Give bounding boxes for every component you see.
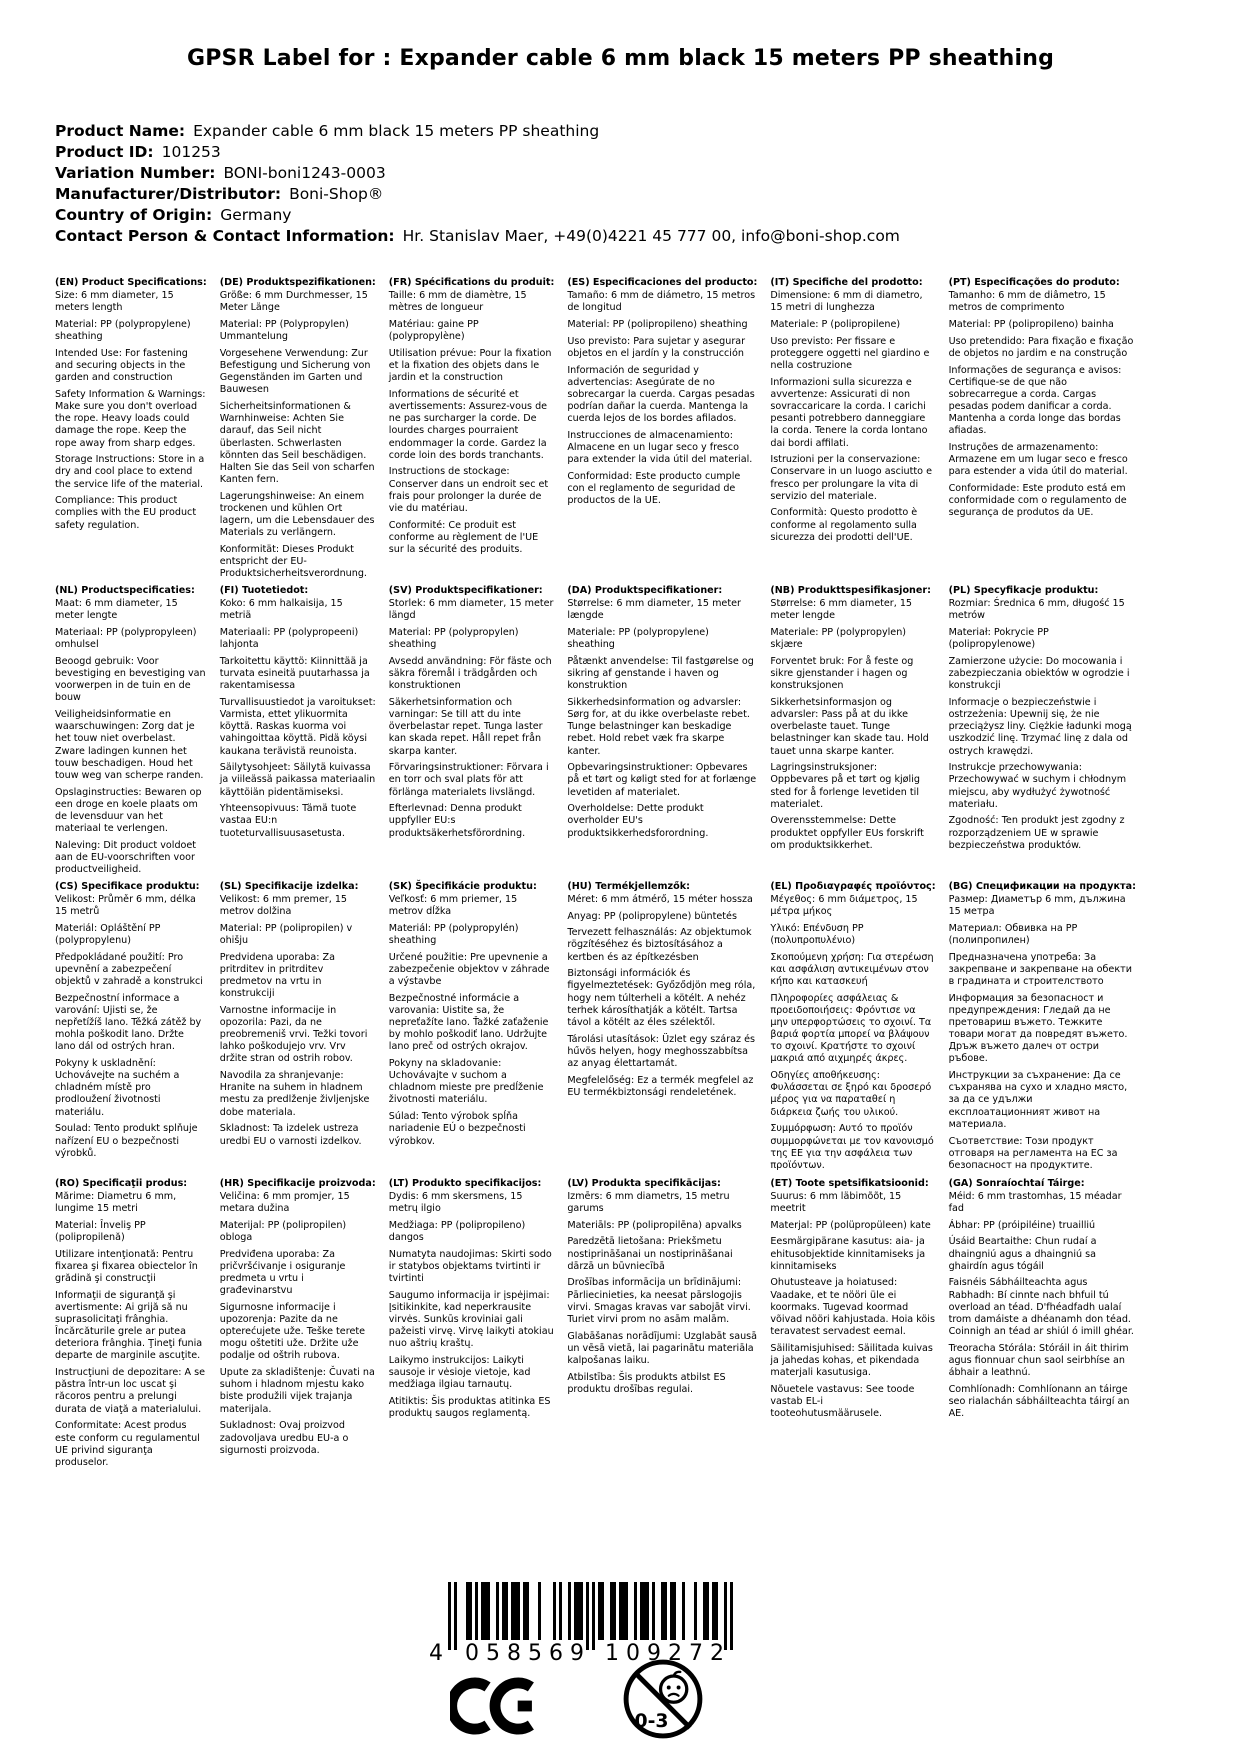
spec-paragraph: Πληροφορίες ασφάλειας & προειδοποιήσεις: Φρόντισε να μην υπερφορτώσεις το σχοινί. Τα βαριά φορτία μπορεί να βλάψουν το σχοινί. Κρατήστε το σχοινί μακριά από αιχμηρές άκρες. [770, 992, 932, 1065]
spec-paragraph: Υλικό: Επένδυση PP (πολυπροπυλένιο) [770, 922, 864, 946]
spec-paragraph: Lagerungshinweise: An einem trockenen und kühlen Ort lagern, um die Lebensdauer des Materials zu verlängern. [219, 490, 375, 539]
spec-paragraph: Compliance: This product complies with the EU product safety regulation. [55, 495, 197, 531]
spec-paragraph: Tervezett felhasználás: Az objektumok rögzítéséhez és biztosításához a kertben és az építkezésben [567, 927, 752, 963]
spec-paragraph: Určené použitie: Pre upevnenie a zabezpečenie objektov v záhrade a výstavbe [388, 951, 550, 987]
spec-paragraph: Laikymo instrukcijos: Laikyti sausoje ir vėsioje vietoje, kad medžiaga ilgiau tarnautų. [388, 1354, 531, 1391]
spec-paragraph: Ohutusteave ja hoiatused: Vaadake, et te nööri üle ei koormaks. Tugevad koormad võivad nööri kahjustada. Hoia köis teravatest servadest eemal. [770, 1277, 935, 1338]
spec-paragraph: Efterlevnad: Denna produkt uppfyller EU:s produktsäkerhetsförordning. [388, 803, 526, 839]
spec-paragraph: Glabāšanas norādījumi: Uzglabāt sausā un vēsā vietā, lai pagarinātu materiāla kalpošanas laiku. [567, 1330, 758, 1366]
product-info-label: Country of Origin: [55, 206, 213, 224]
product-info [55, 123, 900, 249]
spec-paragraph: Tamaño: 6 mm de diámetro, 15 metros de longitud [567, 290, 756, 314]
spec-paragraph: Bezpečnostné informácie a varovania: Uistite sa, že nepreťažíte lano. Ťažké zaťaženie by mohlo poškodiť lano. Udržujte lano preč od ostrých okrajov. [388, 992, 549, 1053]
ean13-barcode [428, 1582, 743, 1670]
spec-paragraph: Conformité: Ce produit est conforme au règlement de l'UE sur la sécurité des produits. [388, 519, 539, 555]
language-block-hu [567, 881, 757, 1104]
spec-paragraph: Istruzioni per la conservazione: Conservare in un luogo asciutto e fresco per prolungare la vita di servizio del materiale. [770, 454, 932, 502]
spec-paragraph: Beoogd gebruik: Voor bevestiging en bevestiging van voorwerpen in de tuin en de bouw [55, 655, 206, 704]
spec-paragraph: Drošības informācija un brīdinājumi: Pārliecinieties, ka neesat pārslogojis virvi. Smagas kravas var sabojāt virvi. Turiet virvi prom no asām malām. [567, 1277, 751, 1325]
language-block-heading: (RO) Specificaţii produs: [55, 1177, 188, 1189]
spec-paragraph: Pokyny na skladovanie: Uchovávajte v suchom a chladnom mieste pre predĺženie životnosti materiálu. [388, 1057, 544, 1106]
spec-paragraph: Lagringsinstruksjoner: Oppbevares på et tørt og kjølig sted for å forlenge levetiden til materialet. [770, 762, 920, 810]
product-info-label: Product Name: [55, 122, 186, 140]
spec-paragraph: Informations de sécurité et avertissements: Assurez-vous de ne pas surcharger la corde. De lourdes charges pourraient endommager la corde. Gardez la corde loin des bords tranchants. [388, 388, 548, 461]
spec-paragraph: Materijal: PP (polipropilen) obloga [219, 1219, 347, 1243]
spec-paragraph: Påtænkt anvendelse: Til fastgørelse og sikring af genstande i haven og konstruktion [567, 655, 754, 692]
language-block-bg [949, 881, 1136, 1177]
language-block-sk [389, 881, 555, 1152]
spec-paragraph: Conformità: Questo prodotto è conforme al regolamento sulla sicurezza dei prodotti dell'UE. [770, 507, 918, 543]
spec-paragraph: Informacje o bezpieczeństwie i ostrzeżenia: Upewnij się, że nie przeciążysz liny. Ciężkie ładunki mogą uszkodzić linę. Trzymać linę z dala od ostrych krawędzi. [948, 696, 1132, 757]
spec-paragraph: Skladnost: Ta izdelek ustreza uredbi EU o varnosti izdelkov. [219, 1123, 362, 1147]
product-info-row [55, 228, 900, 245]
spec-paragraph: Atitiktis: Šis produktas atitinka ES produktų saugos reglamentą. [388, 1395, 551, 1420]
language-block-heading: (FI) Tuotetiedot: [219, 584, 309, 596]
spec-paragraph: Atbilstība: Šis produkts atbilst ES produktu drošības regulai. [567, 1371, 726, 1395]
spec-paragraph: Mărime: Diametru 6 mm, lungime 15 metri [55, 1190, 177, 1215]
spec-paragraph: Ábhar: PP (próipiléine) truailliú [948, 1219, 1096, 1231]
spec-paragraph: Tarkoitettu käyttö: Kiinnittää ja turvata esineitä puutarhassa ja rakentamisessa [219, 655, 370, 692]
spec-paragraph: Intended Use: For fastening and securing objects in the garden and construction [55, 347, 188, 384]
spec-paragraph: Инструкции за съхранение: Да се съхранява на сухо и хладно място, за да се удължи експлоатационният живот на материала. [948, 1070, 1128, 1130]
spec-paragraph: Soulad: Tento produkt splňuje nařízení EU o bezpečnosti výrobků. [55, 1123, 198, 1159]
language-block-heading: (CS) Specifikace produktu: [55, 880, 200, 892]
spec-paragraph: Navodila za shranjevanje: Hranite na suhem in hladnem mestu za predlženje življenjske dobe materiala. [219, 1070, 370, 1118]
spec-paragraph: Materiál: Opláštění PP (polypropylenu) [55, 922, 161, 946]
spec-paragraph: Dimensione: 6 mm di diametro, 15 metri di lunghezza [770, 290, 923, 314]
language-block-heading: (IT) Specifiche del prodotto: [770, 277, 923, 288]
language-block-lt [389, 1178, 555, 1425]
language-block-fi [220, 585, 376, 844]
spec-paragraph: Predviđena uporaba: Za pričvršćivanje i osiguranje predmeta u vrtu i građevinarstvu [219, 1248, 346, 1297]
spec-paragraph: Tárolási utasítások: Üzlet egy száraz és hűvös helyen, hogy meghosszabbítsa az anyag élettartamát. [567, 1033, 755, 1069]
spec-paragraph: Storlek: 6 mm diameter, 15 meter längd [388, 598, 554, 622]
language-block-ro [55, 1178, 207, 1474]
spec-paragraph: Bezpečnostní informace a varování: Ujisti se, že nepřetížíš lano. Těžká zátěž by mohla poškodit lano. Držte lano dál od ostrých hran. [55, 992, 202, 1053]
spec-paragraph: Overholdelse: Dette produkt overholder EU's produktsikkerhedsforordning. [567, 803, 709, 839]
spec-paragraph: Opbevaringsinstruktioner: Opbevares på et tørt og køligt sted for at forlænge levetiden af materialet. [567, 762, 757, 798]
spec-paragraph: Materiaali: PP (polypropeeni) lahjonta [219, 626, 359, 651]
spec-paragraph: Utilizare intenţionată: Pentru fixarea şi fixarea obiectelor în grădină şi construcţii [55, 1248, 198, 1284]
spec-paragraph: Materjal: PP (polüpropüleen) kate [770, 1219, 931, 1231]
spec-paragraph: Faisnéis Sábháilteachta agus Rabhadh: Bí cinnte nach bhfuil tú overload an téad. D'fhéadfadh ualaí trom damáiste a dhéanamh don téad. Coinnigh an téad ar shiúl ó imill ghéar. [948, 1277, 1134, 1338]
barcode-left-group: 058569 [465, 1641, 591, 1666]
spec-paragraph: Sikkerhetsinformasjon og advarsler: Pass på at du ikke overbelaste tauet. Tunge belastninger kan skade tau. Hold tauet unna skarpe kanter. [770, 696, 929, 757]
language-block-heading: (HU) Termékjellemzők: [567, 880, 690, 892]
spec-paragraph: Материал: Обвивка на PP (полипропилен) [948, 922, 1078, 946]
spec-paragraph: Съответствие: Този продукт отговаря на регламента на ЕС за безопасност на продуктите. [948, 1135, 1118, 1171]
spec-paragraph: Méret: 6 mm átmérő, 15 méter hossza [567, 893, 753, 905]
language-block-heading: (SK) Špecifikácie produktu: [388, 880, 537, 892]
spec-paragraph: Σκοπούμενη χρήση: Για στερέωση και ασφάλιση αντικειμένων στον κήπο και κατασκευή [770, 951, 934, 987]
spec-paragraph: Size: 6 mm diameter, 15 meters length [55, 290, 174, 314]
spec-paragraph: Sicherheitsinformationen & Warnhinweise: Achten Sie darauf, das Seil nicht überlasten. Schwerlasten könnten das Seil beschädigen. Halten Sie das Seil von scharfen Kanten fern. [219, 401, 375, 486]
spec-paragraph: Medžiaga: PP (polipropileno) dangos [388, 1219, 526, 1243]
language-block-heading: (EL) Προδιαγραφές προϊόντος: [770, 880, 936, 892]
spec-paragraph: Säkerhetsinformation och varningar: Se till att du inte överbelastar repet. Tunga laster kan skada repet. Håll repet från skarpa kanter. [388, 696, 543, 757]
spec-paragraph: Συμμόρφωση: Αυτό το προϊόν συμμορφώνεται με τον κανονισμό της ΕΕ για την ασφάλεια των προϊόντων. [770, 1123, 934, 1171]
spec-paragraph: Materiał: Pokrycie PP (polipropylenowe) [948, 626, 1049, 651]
product-info-label: Product ID: [55, 143, 154, 161]
spec-paragraph: Veiligheidsinformatie en waarschuwingen: Zorg dat je het touw niet overbelast. Zware ladingen kunnen het touw beschadigen. Houd het touw weg van scherpe randen. [55, 709, 204, 781]
language-block-heading: (LT) Produkto specifikacijos: [388, 1177, 542, 1189]
product-info-label: Manufacturer/Distributor: [55, 185, 282, 203]
spec-paragraph: Uso previsto: Para sujetar y asegurar objetos en el jardín y la construcción [567, 335, 746, 359]
language-block-heading: (PT) Especificações do produto: [948, 277, 1120, 288]
spec-paragraph: Opslaginstructies: Bewaren op een droge en koele plaats om de levensduur van het materiaal te verlengen. [55, 786, 202, 835]
language-block-it [770, 277, 935, 548]
spec-paragraph: Vorgesehene Verwendung: Zur Befestigung und Sicherung von Gegenständen im Garten und Bauwesen [219, 347, 371, 396]
language-block-heading: (LV) Produkta specifikācijas: [567, 1177, 721, 1189]
spec-paragraph: Materiale: P (polipropilene) [770, 319, 901, 331]
spec-paragraph: Размер: Диаметър 6 mm, дължина 15 метра [948, 893, 1126, 918]
spec-paragraph: Material: PP (polypropylen) sheathing [388, 626, 519, 651]
spec-paragraph: Avsedd användning: För fäste och säkra föremål i trädgården och konstruktionen [388, 655, 552, 692]
age-warning-0-3-icon [622, 1658, 704, 1744]
language-block-hr [220, 1178, 376, 1462]
spec-paragraph: Οδηγίες αποθήκευσης: Φυλάσσεται σε ξηρό και δροσερό μέρος για να παραταθεί η διάρκεια ζωής του υλικού. [770, 1070, 932, 1118]
spec-paragraph: Suurus: 6 mm läbimõõt, 15 meetrit [770, 1190, 902, 1215]
language-block-et [770, 1178, 935, 1425]
spec-paragraph: Uso pretendido: Para fixação e fixação de objetos no jardim e na construção [948, 335, 1134, 359]
language-block-ga [949, 1178, 1136, 1425]
spec-paragraph: Naleving: Dit product voldoet aan de EU-voorschriften voor productveiligheid. [55, 839, 197, 876]
spec-paragraph: Paredzētā lietošana: Priekšmetu nostiprināšanai un nostiprināšanai dārzā un būvniecībā [567, 1236, 733, 1272]
language-block-fr [389, 277, 555, 561]
spec-paragraph: Megfelelőség: Ez a termék megfelel az EU termékbiztonsági rendeletének. [567, 1074, 754, 1098]
spec-paragraph: Informazioni sulla sicurezza e avvertenze: Assicurati di non sovraccaricare la corda. I carichi pesanti potrebbero danneggiare la corda. Tenere la corda lontano dai bordi affilati. [770, 376, 928, 449]
spec-paragraph: Safety Information & Warnings: Make sure you don't overload the rope. Heavy loads could damage the rope. Keep the rope away from sharp edges. [55, 388, 206, 449]
language-block-el [770, 881, 935, 1177]
spec-paragraph: Materiale: PP (polypropylene) sheathing [567, 626, 709, 651]
spec-paragraph: Sikkerhedsinformation og advarsler: Sørg for, at du ikke overbelaste rebet. Tunge belastninger kan beskadige rebet. Hold rebet væk fra skarpe kanter. [567, 696, 750, 757]
language-block-heading: (GA) Sonraíochtaí Táirge: [948, 1177, 1085, 1189]
language-block-heading: (EN) Product Specifications: [55, 277, 207, 288]
product-info-row [55, 186, 900, 203]
language-block-heading: (ES) Especificaciones del producto: [567, 277, 758, 288]
spec-paragraph: Anyag: PP (polipropylene) büntetés [567, 910, 737, 922]
spec-paragraph: Instrukcje przechowywania: Przechowywać w suchym i chłodnym miejscu, aby wydłużyć żywotność materiału. [948, 762, 1127, 810]
spec-paragraph: Förvaringsinstruktioner: Förvara i en torr och sval plats för att förlänga materialets livslängd. [388, 762, 549, 798]
spec-paragraph: Méid: 6 mm trastomhas, 15 méadar fad [948, 1190, 1122, 1215]
product-info-value: Germany [220, 206, 292, 224]
spec-paragraph: Saugumo informacija ir įspėjimai: Įsitikinkite, kad neperkrausite virvės. Sunkūs kroviniai gali pažeisti virvę. Virvę laikyti atokiau nuo aštrių kraštų. [388, 1289, 554, 1350]
spec-paragraph: Biztonsági információk és figyelmeztetések: Győződjön meg róla, hogy nem túlterheli a kötélt. A nehéz terhek károsíthatják a kötélt. Tartsa távol a kötélt az éles szélektől. [567, 968, 756, 1028]
ce-mark-icon [450, 1672, 538, 1744]
language-block-heading: (PL) Specyfikacje produktu: [948, 584, 1099, 596]
language-block-heading: (NL) Productspecificaties: [55, 584, 195, 596]
language-block-nb [770, 585, 935, 856]
spec-paragraph: Storage Instructions: Store in a dry and cool place to extend the service life of the material. [55, 454, 205, 490]
spec-paragraph: Informaţii de siguranţă şi avertismente: Ai grijă să nu suprasolicitaţi frânghia. Încărcăturile grele ar putea deteriora frânghia. Ţineţi funia departe de marginile ascuţite. [55, 1289, 203, 1362]
spec-paragraph: Μέγεθος: 6 mm διάμετρος, 15 μέτρα μήκος [770, 893, 918, 918]
language-block-heading: (BG) Спецификации на продукта: [948, 880, 1136, 892]
spec-paragraph: Utilisation prévue: Pour la fixation et la fixation des objets dans le jardin et la construction [388, 347, 552, 384]
language-block-lv [567, 1178, 757, 1401]
language-block-heading: (SL) Specifikacije izdelka: [219, 880, 359, 892]
language-block-en [55, 277, 207, 536]
barcode-right-group: 109272 [605, 1641, 731, 1666]
spec-paragraph: Størrelse: 6 mm diameter, 15 meter lengde [770, 598, 913, 622]
language-block-es [567, 277, 757, 512]
spec-paragraph: Säilitamisjuhised: Säilitada kuivas ja jahedas kohas, et pikendada materjali kasutusiga. [770, 1342, 933, 1379]
product-info-row [55, 207, 900, 224]
language-block-nl [55, 585, 207, 881]
spec-paragraph: Numatyta naudojimas: Skirti sodo ir statybos objektams tvirtinti ir tvirtinti [388, 1248, 552, 1284]
spec-paragraph: Información de seguridad y advertencias: Asegúrate de no sobrecargar la cuerda. Cargas pesadas podrían dañar la cuerda. Mantenga la cuerda lejos de los bordes afilados. [567, 364, 755, 425]
product-info-value: Expander cable 6 mm black 15 meters PP sheathing [193, 122, 600, 140]
spec-paragraph: Størrelse: 6 mm diameter, 15 meter længde [567, 598, 741, 622]
language-block-sv [389, 585, 555, 844]
spec-paragraph: Material: PP (Polypropylen) Ummantelung [219, 319, 349, 343]
language-block-heading: (ET) Toote spetsifikatsioonid: [770, 1177, 929, 1189]
spec-paragraph: Materiale: PP (polypropylen) skjære [770, 626, 907, 651]
page-title: GPSR Label for : Expander cable 6 mm black 15 meters PP sheathing [186, 46, 1055, 71]
language-grid [55, 277, 1136, 1474]
product-info-value: BONI-boni1243-0003 [223, 164, 386, 182]
language-block-heading: (DE) Produktspezifikationen: [219, 277, 376, 288]
spec-paragraph: Overensstemmelse: Dette produktet oppfyller EUs forskrift om produktsikkerhet. [770, 815, 924, 851]
spec-paragraph: Material: PP (polypropylene) sheathing [55, 319, 191, 343]
spec-paragraph: Conformidade: Este produto está em conformidade com o regulamento de segurança de produtos da UE. [948, 483, 1127, 519]
spec-paragraph: Instrucciones de almacenamiento: Almacene en un lugar seco y fresco para extender la vida útil del material. [567, 429, 753, 466]
spec-paragraph: Dydis: 6 mm skersmens, 15 metrų ilgio [388, 1190, 523, 1215]
spec-paragraph: Instructions de stockage: Conserver dans un endroit sec et frais pour prolonger la durée de vie du matériau. [388, 466, 549, 514]
language-block-sl [220, 881, 376, 1152]
spec-paragraph: Comhlíonadh: Comhlíonann an táirge seo rialachán sábháilteachta táirgí an AE. [948, 1383, 1130, 1420]
spec-paragraph: Veľkosť: 6 mm priemer, 15 metrov dĺžka [388, 893, 518, 918]
spec-paragraph: Material: Înveliş PP (polipropilenă) [55, 1219, 146, 1243]
language-block-pt [949, 277, 1136, 524]
spec-paragraph: Forventet bruk: For å feste og sikre gjenstander i hagen og konstruksjonen [770, 655, 914, 692]
spec-paragraph: Zamierzone użycie: Do mocowania i zabezpieczania obiektów w ogrodzie i konstrukcji [948, 655, 1130, 692]
spec-paragraph: Tamanho: 6 mm de diâmetro, 15 metros de comprimento [948, 290, 1106, 314]
barcode-bars [448, 1582, 733, 1650]
age-warning-label: 0-3 [634, 1709, 669, 1732]
spec-paragraph: Varnostne informacije in opozorila: Pazi, da ne preobremeniš vrvi. Težki tovori lahko poškodujejo vrv. Vrv držite stran od ostrih robov. [219, 1004, 368, 1065]
spec-paragraph: Sukladnost: Ovaj proizvod zadovoljava uredbu EU-a o sigurnosti proizvoda. [219, 1420, 349, 1456]
spec-paragraph: Instrucţiuni de depozitare: A se păstra într-un loc uscat şi răcoros pentru a prelungi durata de viaţă a materialului. [55, 1367, 206, 1415]
spec-paragraph: Sigurnosne informacije i upozorenja: Pazite da ne opterećujete uže. Teške terete mogu oštetiti uže. Držite uže podalje od oštrih rubova. [219, 1301, 366, 1362]
language-block-heading: (NB) Produkttspesifikasjoner: [770, 584, 931, 596]
language-block-cs [55, 881, 207, 1165]
spec-paragraph: Informações de segurança e avisos: Certifique-se de que não sobrecarregue a corda. Cargas pesadas podem danificar a corda. Mantenha a corda longe das bordas afiadas. [948, 364, 1122, 437]
language-block-heading: (DA) Produktspecifikationer: [567, 584, 723, 596]
spec-paragraph: Größe: 6 mm Durchmesser, 15 Meter Länge [219, 290, 368, 314]
spec-paragraph: Информация за безопасност и предупреждения: Гледай да не претовариш въжето. Тежките товари могат да повредят въжето. Дръж въжето далеч от остри ръбове. [948, 992, 1128, 1065]
spec-paragraph: Maat: 6 mm diameter, 15 meter lengte [55, 598, 178, 622]
spec-paragraph: Material: PP (polipropilen) v ohišju [219, 922, 353, 946]
product-info-value: Hr. Stanislav Maer, +49(0)4221 45 777 00, info@boni-shop.com [402, 227, 900, 245]
spec-paragraph: Konformität: Dieses Produkt entspricht der EU-Produktsicherheitsverordnung. [219, 543, 367, 580]
spec-paragraph: Velikost: Průměr 6 mm, délka 15 metrů [55, 893, 196, 918]
spec-paragraph: Úsáid Beartaithe: Chun rudaí a dhaingniú agus a dhaingniú sa ghairdín agus tógáil [948, 1236, 1097, 1272]
spec-paragraph: Materiāls: PP (polipropilēna) apvalks [567, 1219, 742, 1231]
spec-paragraph: Conformitate: Acest produs este conform cu regulamentul UE privind siguranţa produselor. [55, 1420, 200, 1468]
spec-paragraph: Instruções de armazenamento: Armazene em um lugar seco e fresco para estender a vida útil do material. [948, 442, 1128, 478]
product-info-value: 101253 [161, 143, 221, 161]
spec-paragraph: Upute za skladištenje: Čuvati na suhom i hladnom mjestu kako biste produžili vijek trajanja materijala. [219, 1367, 375, 1415]
spec-paragraph: Materiál: PP (polypropylén) sheathing [388, 922, 519, 946]
language-block-heading: (HR) Specifikacije proizvoda: [219, 1177, 376, 1189]
spec-paragraph: Matériau: gaine PP (polypropylène) [388, 319, 479, 343]
spec-paragraph: Nõuetele vastavus: See toode vastab EL-i tooteohutusmäärusele. [770, 1383, 915, 1420]
spec-paragraph: Säilytysohjeet: Säilytä kuivassa ja viileässä paikassa materiaalin käyttöiän pidentämiseksi. [219, 762, 376, 798]
product-info-label: Contact Person & Contact Information: [55, 227, 395, 245]
spec-paragraph: Material: PP (polipropileno) bainha [948, 319, 1114, 331]
spec-paragraph: Materiaal: PP (polypropyleen) omhulsel [55, 626, 197, 651]
product-info-label: Variation Number: [55, 164, 216, 182]
spec-paragraph: Treoracha Stórála: Stóráil in áit thirim agus fionnuar chun saol seirbhíse an ábhair a leathnú. [948, 1342, 1129, 1379]
product-info-row [55, 165, 900, 182]
spec-paragraph: Rozmiar: Średnica 6 mm, długość 15 metrów [948, 598, 1125, 622]
spec-paragraph: Eesmärgipärane kasutus: aia- ja ehitusobjektide kinnitamiseks ja kinnitamiseks [770, 1236, 926, 1272]
spec-paragraph: Conformidad: Este producto cumple con el reglamento de seguridad de productos de la UE. [567, 470, 741, 507]
language-block-heading: (FR) Spécifications du produit: [388, 277, 555, 288]
barcode-left-digit: 4 [429, 1641, 443, 1666]
language-block-de [220, 277, 376, 585]
spec-paragraph: Turvallisuustiedot ja varoitukset: Varmista, ettet ylikuormita köyttä. Raskas kuorma voi vahingoittaa köyttä. Pidä köysi kaukana terävistä reunoista. [219, 696, 376, 757]
spec-paragraph: Súlad: Tento výrobok spĺňa nariadenie EÚ o bezpečnosti výrobkov. [388, 1111, 526, 1147]
language-block-da [567, 585, 757, 844]
spec-paragraph: Predvidena uporaba: Za pritrditev in pritrditev predmetov na vrtu in konstrukciji [219, 951, 335, 1000]
spec-paragraph: Material: PP (polipropileno) sheathing [567, 319, 748, 331]
product-info-value: Boni-Shop® [289, 185, 384, 203]
spec-paragraph: Предназначена употреба: За закрепване и закрепване на обекти в градината и строителството [948, 951, 1132, 987]
spec-paragraph: Zgodność: Ten produkt jest zgodny z rozporządzeniem UE w sprawie bezpieczeństwa produktów. [948, 815, 1125, 851]
spec-paragraph: Koko: 6 mm halkaisija, 15 metriä [219, 598, 343, 622]
spec-paragraph: Veličina: 6 mm promjer, 15 metara dužina [219, 1190, 350, 1215]
spec-paragraph: Velikost: 6 mm premer, 15 metrov dolžina [219, 893, 348, 918]
language-block-heading: (SV) Produktspecifikationer: [388, 584, 543, 596]
spec-paragraph: Izmērs: 6 mm diametrs, 15 metru garums [567, 1190, 730, 1215]
spec-paragraph: Pokyny k uskladnění: Uchovávejte na suchém a chladném místě pro prodloužení životnosti materiálu. [55, 1057, 180, 1118]
spec-paragraph: Uso previsto: Per fissare e proteggere oggetti nel giardino e nella costruzione [770, 335, 930, 372]
spec-paragraph: Předpokládané použití: Pro upevnění a zabezpečení objektů v zahradě a konstrukci [55, 951, 203, 987]
spec-paragraph: Yhteensopivuus: Tämä tuote vastaa EU:n tuoteturvallisuusasetusta. [219, 803, 357, 839]
language-block-pl [949, 585, 1136, 856]
product-info-row [55, 123, 900, 140]
spec-paragraph: Taille: 6 mm de diamètre, 15 mètres de longueur [388, 290, 527, 314]
product-info-row [55, 144, 900, 161]
